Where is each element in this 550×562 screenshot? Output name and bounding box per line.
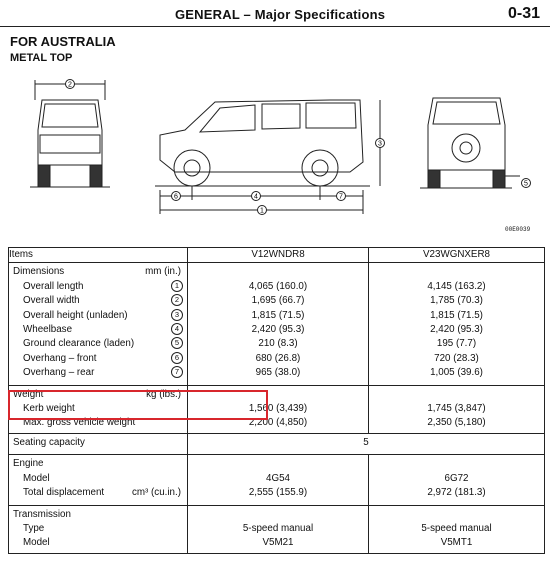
marker-6: 6 — [174, 193, 178, 201]
marker-circle: 1 — [171, 280, 183, 292]
seating-label: Seating capacity — [13, 436, 85, 448]
subregion-heading: METAL TOP — [10, 52, 73, 64]
dimensions-label: Dimensions — [13, 266, 65, 278]
marker-circle: 4 — [171, 323, 183, 335]
dimensions-section: Dimensions mm (in.) Overall length 1 Overall width 2 Overall height (unladen) 3 Wheelbase 4 Ground clearance (laden) 5 Overhang – front 6 Overhang – rear 7 4,065 (160.0) 1,695 (66.7) 1,815 (71.5) 2,420 (95.3) 210 (8.3) 680 (26.8) 965 (38.0) 4,145 (163.2) 1,785 (70.3) 1,815 (71.5) 2,420 (95.3) 195 (7.7) 720 (28.3) 1,005 (39.6) — [9, 263, 545, 385]
dimensions-unit: mm (in.) — [145, 266, 181, 278]
marker-circle: 3 — [171, 309, 183, 321]
transmission-label: Transmission — [13, 508, 71, 520]
table-row: Model — [23, 537, 50, 549]
table-row: Overhang – rear 7 — [9, 366, 187, 384]
page-header — [0, 4, 550, 26]
seating-section — [9, 433, 545, 454]
marker-1: 1 — [260, 207, 264, 215]
table-row: Kerb weight — [23, 403, 75, 415]
marker-5: 5 — [524, 180, 528, 188]
header-title: GENERAL – Major Specifications — [175, 7, 386, 22]
engine-section: Engine Model Total displacement cm³ (cu.in.) 4G54 2,555 (155.9) 6G72 2,972 (181.3) — [9, 455, 545, 505]
engine-label: Engine — [13, 458, 44, 470]
model-a-header: V12WNDR8 — [188, 248, 369, 263]
table-row: Wheelbase 4 — [9, 323, 187, 337]
marker-circle: 7 — [171, 366, 183, 378]
model-b-header: V23WGNXER8 — [423, 249, 490, 260]
vehicle-dimension-diagrams — [0, 70, 550, 240]
side-view-drawing — [155, 100, 380, 214]
front-view-drawing — [30, 80, 110, 187]
marker-circle: 2 — [171, 294, 183, 306]
table-row: Ground clearance (laden) 5 — [9, 337, 187, 351]
weight-section: Weight kg (lbs.) Kerb weight Max. gross vehicle weight 1,560 (3,439) 2,200 (4,850) 1,745 (3,847) 2,350 (5,180) — [9, 385, 545, 433]
items-header: Items — [9, 248, 188, 263]
transmission-section: Transmission Type Model 5-speed manual V5M21 5-speed manual V5MT1 — [9, 505, 545, 553]
page-number: 0-31 — [507, 5, 540, 22]
marker-4: 4 — [254, 193, 258, 201]
table-row: Max. gross vehicle weight — [23, 417, 136, 429]
table-row: Overall length 1 — [9, 280, 187, 294]
region-heading: FOR AUSTRALIA — [10, 34, 116, 49]
seating-value: 5 — [188, 433, 545, 454]
marker-3: 3 — [378, 140, 382, 148]
header-rule — [0, 26, 550, 27]
table-row: Total displacement cm³ (cu.in.) — [23, 487, 181, 499]
marker-2: 2 — [68, 81, 72, 89]
table-header-row — [9, 248, 545, 263]
weight-label: Weight — [13, 388, 44, 400]
marker-circle: 6 — [171, 352, 183, 364]
weight-unit: kg (lbs.) — [146, 388, 181, 400]
rear-view-drawing — [420, 98, 520, 188]
marker-circle: 5 — [171, 337, 183, 349]
figure-code: 00E0039 — [505, 226, 531, 233]
table-row: Model — [23, 472, 50, 484]
table-row: Overall height (unladen) 3 — [9, 309, 187, 323]
table-row: Overhang – front 6 — [9, 352, 187, 366]
marker-7: 7 — [339, 193, 343, 201]
table-row: Type — [23, 522, 45, 534]
kerb-weight-highlight-box — [8, 390, 268, 420]
table-row: Overall width 2 — [9, 294, 187, 308]
